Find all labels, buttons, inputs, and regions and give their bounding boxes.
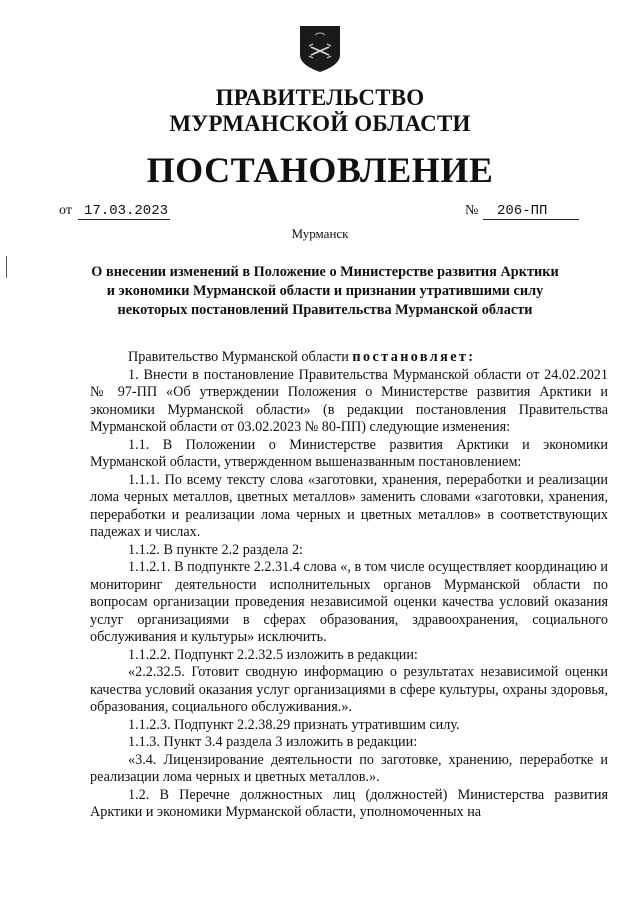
paragraph-1-1-2-3: 1.1.2.3. Подпункт 2.2.38.29 признать утратившим силу. (128, 716, 460, 733)
paragraph-1-1-2-2: 1.1.2.2. Подпункт 2.2.32.5 изложить в редакции: (128, 646, 418, 663)
paragraph-1-1-1: 1.1.1. По всему тексту слова «заготовки, хранения, переработки и реализации лома черных металлов, цветных металлов» заменить словами «заготовки, хранения, переработки и реализации лома черных и цветных металлов» в соответствующих падежах и числах. (90, 471, 608, 540)
date-prefix: от (59, 203, 72, 218)
paragraph-1-1-2-2-quote: «2.2.32.5. Готовит сводную информацию о результатах независимой оценки качества условий оказания услуг организациями в сфере культуры, охраны здоровья, образования, социального обслуживания.». (90, 664, 608, 715)
paragraph-1-1-2: 1.1.2. В пункте 2.2 раздела 2: (128, 541, 304, 558)
government-name (0, 85, 640, 137)
document-type: ПОСТАНОВЛЕНИЕ (146, 150, 494, 190)
number-prefix: № (465, 203, 479, 218)
decree-word: постановляет: (352, 349, 476, 365)
paragraph-1-1-2-1: 1.1.2.1. В подпункте 2.2.31.4 слова «, в том числе осуществляет координацию и мониторинг деятельности исполнительных органов Мурманской области по вопросам организации проведения независимой оценки качества условий оказания услуг организациями в сферах образования, здравоохранения, социального обслуживания и культуры» исключить. (90, 559, 608, 645)
intro-paragraph (90, 349, 608, 367)
org-line-2: МУРМАНСКОЙ ОБЛАСТИ (169, 111, 471, 136)
document-number: 206-ПП (483, 203, 579, 220)
date-number-row (0, 203, 640, 223)
city: Мурманск (291, 226, 349, 241)
paragraph-1-1-3: 1.1.3. Пункт 3.4 раздела 3 изложить в редакции: (128, 734, 418, 750)
paragraph-1-2: 1.2. В Перечне должностных лиц (должностей) Министерства развития Арктики и экономики Мурманской области, уполномоченных на (90, 786, 608, 820)
paragraph-1-1: 1.1. В Положении о Министерстве развития Арктики и экономики Мурманской области, утвержденном вышеназванным постановлением: (90, 436, 608, 470)
coat-of-arms-icon (299, 25, 341, 73)
document-body (90, 349, 608, 822)
document-title: О внесении изменений в Положение о Министерстве развития Арктики и экономики Мурманской области и признании утратившими силу некоторых постановлений Правительства Мурманской области (91, 264, 559, 318)
org-line-1: ПРАВИТЕЛЬСТВО (215, 85, 425, 110)
paragraph-1: 1. Внести в постановление Правительства Мурманской области от 24.02.2021 № 97-ПП «Об утверждении Положения о Министерстве развития Арктики и экономики Мурманской области» (в редакции постановления Правительства Мурманской области от 03.02.2023 № 80-ПП) следующие изменения: (90, 366, 608, 435)
document-date: 17.03.2023 (78, 203, 170, 220)
intro-text: Правительство Мурманской области (128, 349, 353, 365)
paragraph-1-1-3-quote: «3.4. Лицензирование деятельности по заготовке, хранению, переработке и реализации лома черных и цветных металлов.». (90, 751, 608, 785)
margin-mark (6, 256, 7, 278)
